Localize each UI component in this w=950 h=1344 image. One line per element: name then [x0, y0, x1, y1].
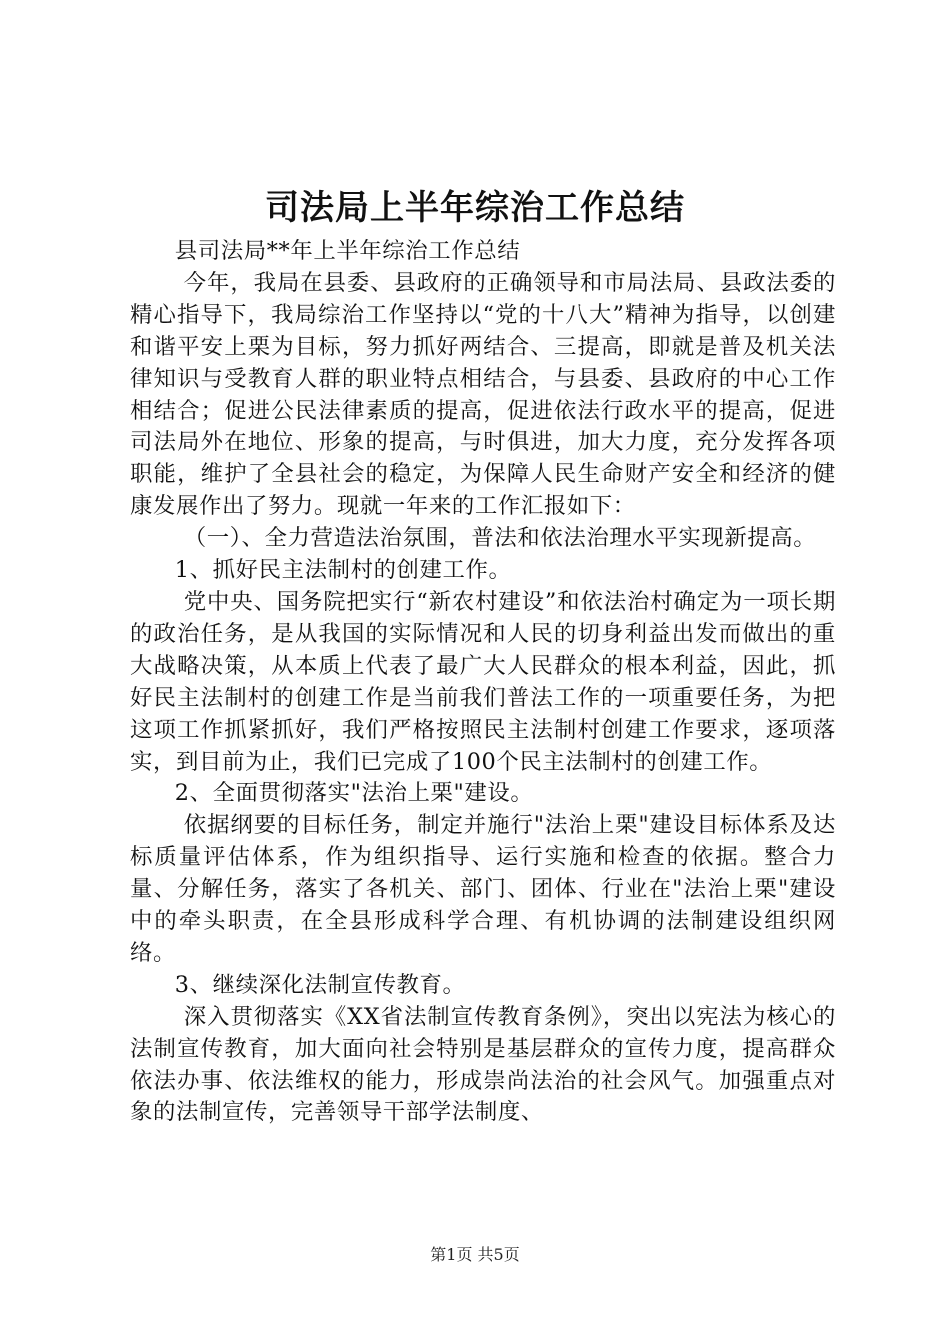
page-footer: 第1页 共5页	[430, 1245, 520, 1264]
subheading-1: 1、抓好民主法制村的创建工作。	[174, 557, 512, 584]
subheading-2: 2、全面贯彻落实"法治上栗"建设。	[174, 780, 534, 807]
body-paragraph-2: 依据纲要的目标任务，制定并施行"法治上栗"建设目标体系及达标质量评估体系，作为组织指导、运行实施和检查的依据。整合力量、分解任务，落实了各机关、部门、团体、行业在"法治上栗"建设中的牵头职责，在全县形成科学合理、有机协调的法制建设组织网络。	[130, 812, 836, 966]
subtitle-paragraph: 县司法局**年上半年综治工作总结	[174, 238, 521, 264]
document-title: 司法局上半年综治工作总结	[265, 188, 685, 228]
body-paragraph-1: 党中央、国务院把实行“新农村建设”和依法治村确定为一项长期的政治任务，是从我国的实际情况和人民的切身利益出发而做出的重大战略决策，从本质上代表了最广大人民群众的根本利益，因此，抓好民主法制村的创建工作是当前我们普法工作的一项重要任务，为把这项工作抓紧抓好，我们严格按照民主法制村创建工作要求，逐项落实，到目前为止，我们已完成了100个民主法制村的创建工作。	[130, 588, 836, 775]
document-body	[130, 236, 836, 1129]
section-heading-1: （一）、全力营造法治氛围，普法和依法治理水平实现新提高。	[183, 525, 817, 552]
intro-paragraph: 今年，我局在县委、县政府的正确领导和市局法局、县政法委的精心指导下，我局综治工作坚持以“党的十八大”精神为指导，以创建和谐平安上栗为目标，努力抓好两结合、三提高，即就是普及机关法律知识与受教育人群的职业特点相结合，与县委、县政府的中心工作相结合；促进公民法律素质的提高，促进依法行政水平的提高，促进司法局外在地位、形象的提高，与时俱进，加大力度，充分发挥各项职能，维护了全县社会的稳定，为保障人民生命财产安全和经济的健康发展作出了努力。现就一年来的工作汇报如下：	[130, 269, 836, 520]
body-paragraph-3: 深入贯彻落实《XX省法制宣传教育条例》，突出以宪法为核心的法制宣传教育，加大面向社会特别是基层群众的宣传力度，提高群众依法办事、依法维权的能力，形成崇尚法治的社会风气。加强重点对象的法制宣传，完善领导干部学法制度、	[130, 1003, 836, 1126]
subheading-3: 3、继续深化法制宣传教育。	[174, 971, 466, 998]
